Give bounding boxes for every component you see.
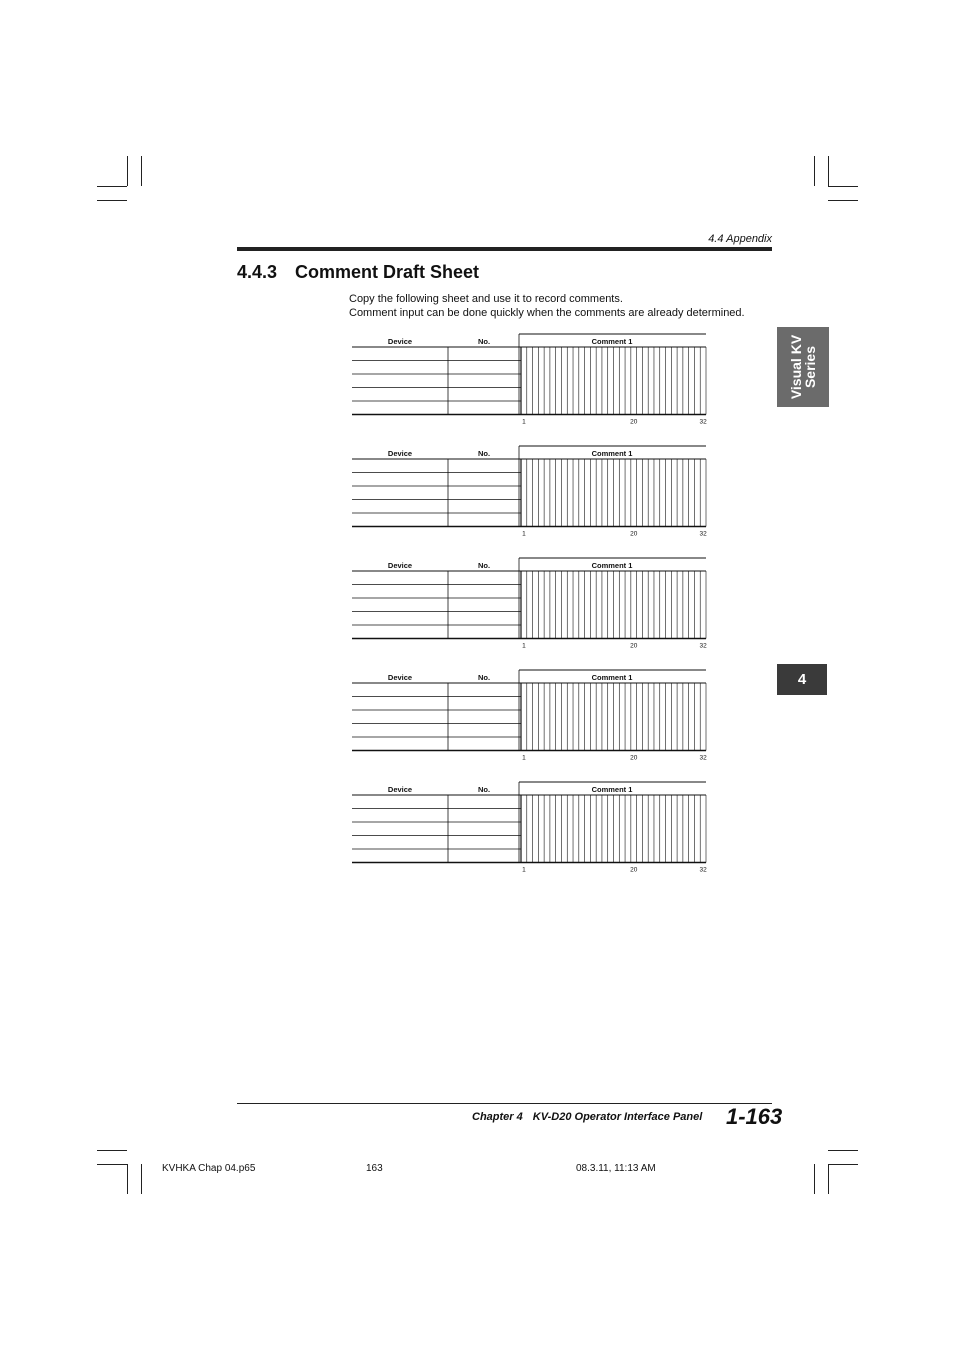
comment-sheet <box>352 781 708 877</box>
header-rule <box>237 247 772 251</box>
device-header: Device <box>387 337 413 346</box>
footer-chapter <box>472 1111 702 1123</box>
series-side-tab <box>777 327 829 407</box>
footer-rule <box>237 1103 772 1104</box>
device-header: Device <box>387 785 413 794</box>
char-tick-label: 32 <box>699 418 707 426</box>
char-tick-label: 32 <box>699 866 707 874</box>
no-header: No. <box>477 673 491 682</box>
side-tab-line: Visual KV <box>788 334 804 400</box>
comment-sheet <box>352 669 708 765</box>
print-page: 163 <box>366 1163 383 1174</box>
print-timestamp: 08.3.11, 11:13 AM <box>576 1163 656 1174</box>
char-tick-label: 20 <box>630 530 638 538</box>
device-header: Device <box>387 449 413 458</box>
char-tick-label: 20 <box>630 754 638 762</box>
char-tick-label: 32 <box>699 754 707 762</box>
char-tick-label: 1 <box>522 642 526 650</box>
device-header: Device <box>387 673 413 682</box>
comment-sheet <box>352 445 708 541</box>
comment-sheet <box>352 557 708 653</box>
device-header: Device <box>387 561 413 570</box>
footer-chapter-label: Chapter 4 <box>472 1111 523 1123</box>
running-header: 4.4 Appendix <box>708 233 772 245</box>
comment-header: Comment 1 <box>591 673 633 682</box>
char-tick-label: 1 <box>522 530 526 538</box>
side-tab-line: Series <box>802 345 818 389</box>
intro-line: Comment input can be done quickly when the comments are already determined. <box>349 307 745 319</box>
section-title <box>237 262 479 283</box>
chapter-tab: 4 <box>777 664 827 695</box>
char-tick-label: 1 <box>522 754 526 762</box>
comment-sheet <box>352 333 708 429</box>
footer-chapter-title: KV-D20 Operator Interface Panel <box>532 1111 703 1123</box>
print-file: KVHKA Chap 04.p65 <box>162 1163 256 1174</box>
char-tick-label: 32 <box>699 642 707 650</box>
no-header: No. <box>477 561 491 570</box>
no-header: No. <box>477 449 491 458</box>
section-number: 4.4.3 <box>237 262 278 282</box>
page-number: 1-163 <box>726 1104 783 1129</box>
char-tick-label: 20 <box>630 642 638 650</box>
char-tick-label: 20 <box>630 866 638 874</box>
comment-header: Comment 1 <box>591 561 633 570</box>
char-tick-label: 20 <box>630 418 638 426</box>
comment-header: Comment 1 <box>591 785 633 794</box>
no-header: No. <box>477 337 491 346</box>
section-heading: Comment Draft Sheet <box>295 262 480 282</box>
intro-text <box>349 292 745 320</box>
intro-line: Copy the following sheet and use it to record comments. <box>349 293 623 305</box>
char-tick-label: 1 <box>522 866 526 874</box>
no-header: No. <box>477 785 491 794</box>
comment-header: Comment 1 <box>591 449 633 458</box>
char-tick-label: 32 <box>699 530 707 538</box>
comment-header: Comment 1 <box>591 337 633 346</box>
char-tick-label: 1 <box>522 418 526 426</box>
